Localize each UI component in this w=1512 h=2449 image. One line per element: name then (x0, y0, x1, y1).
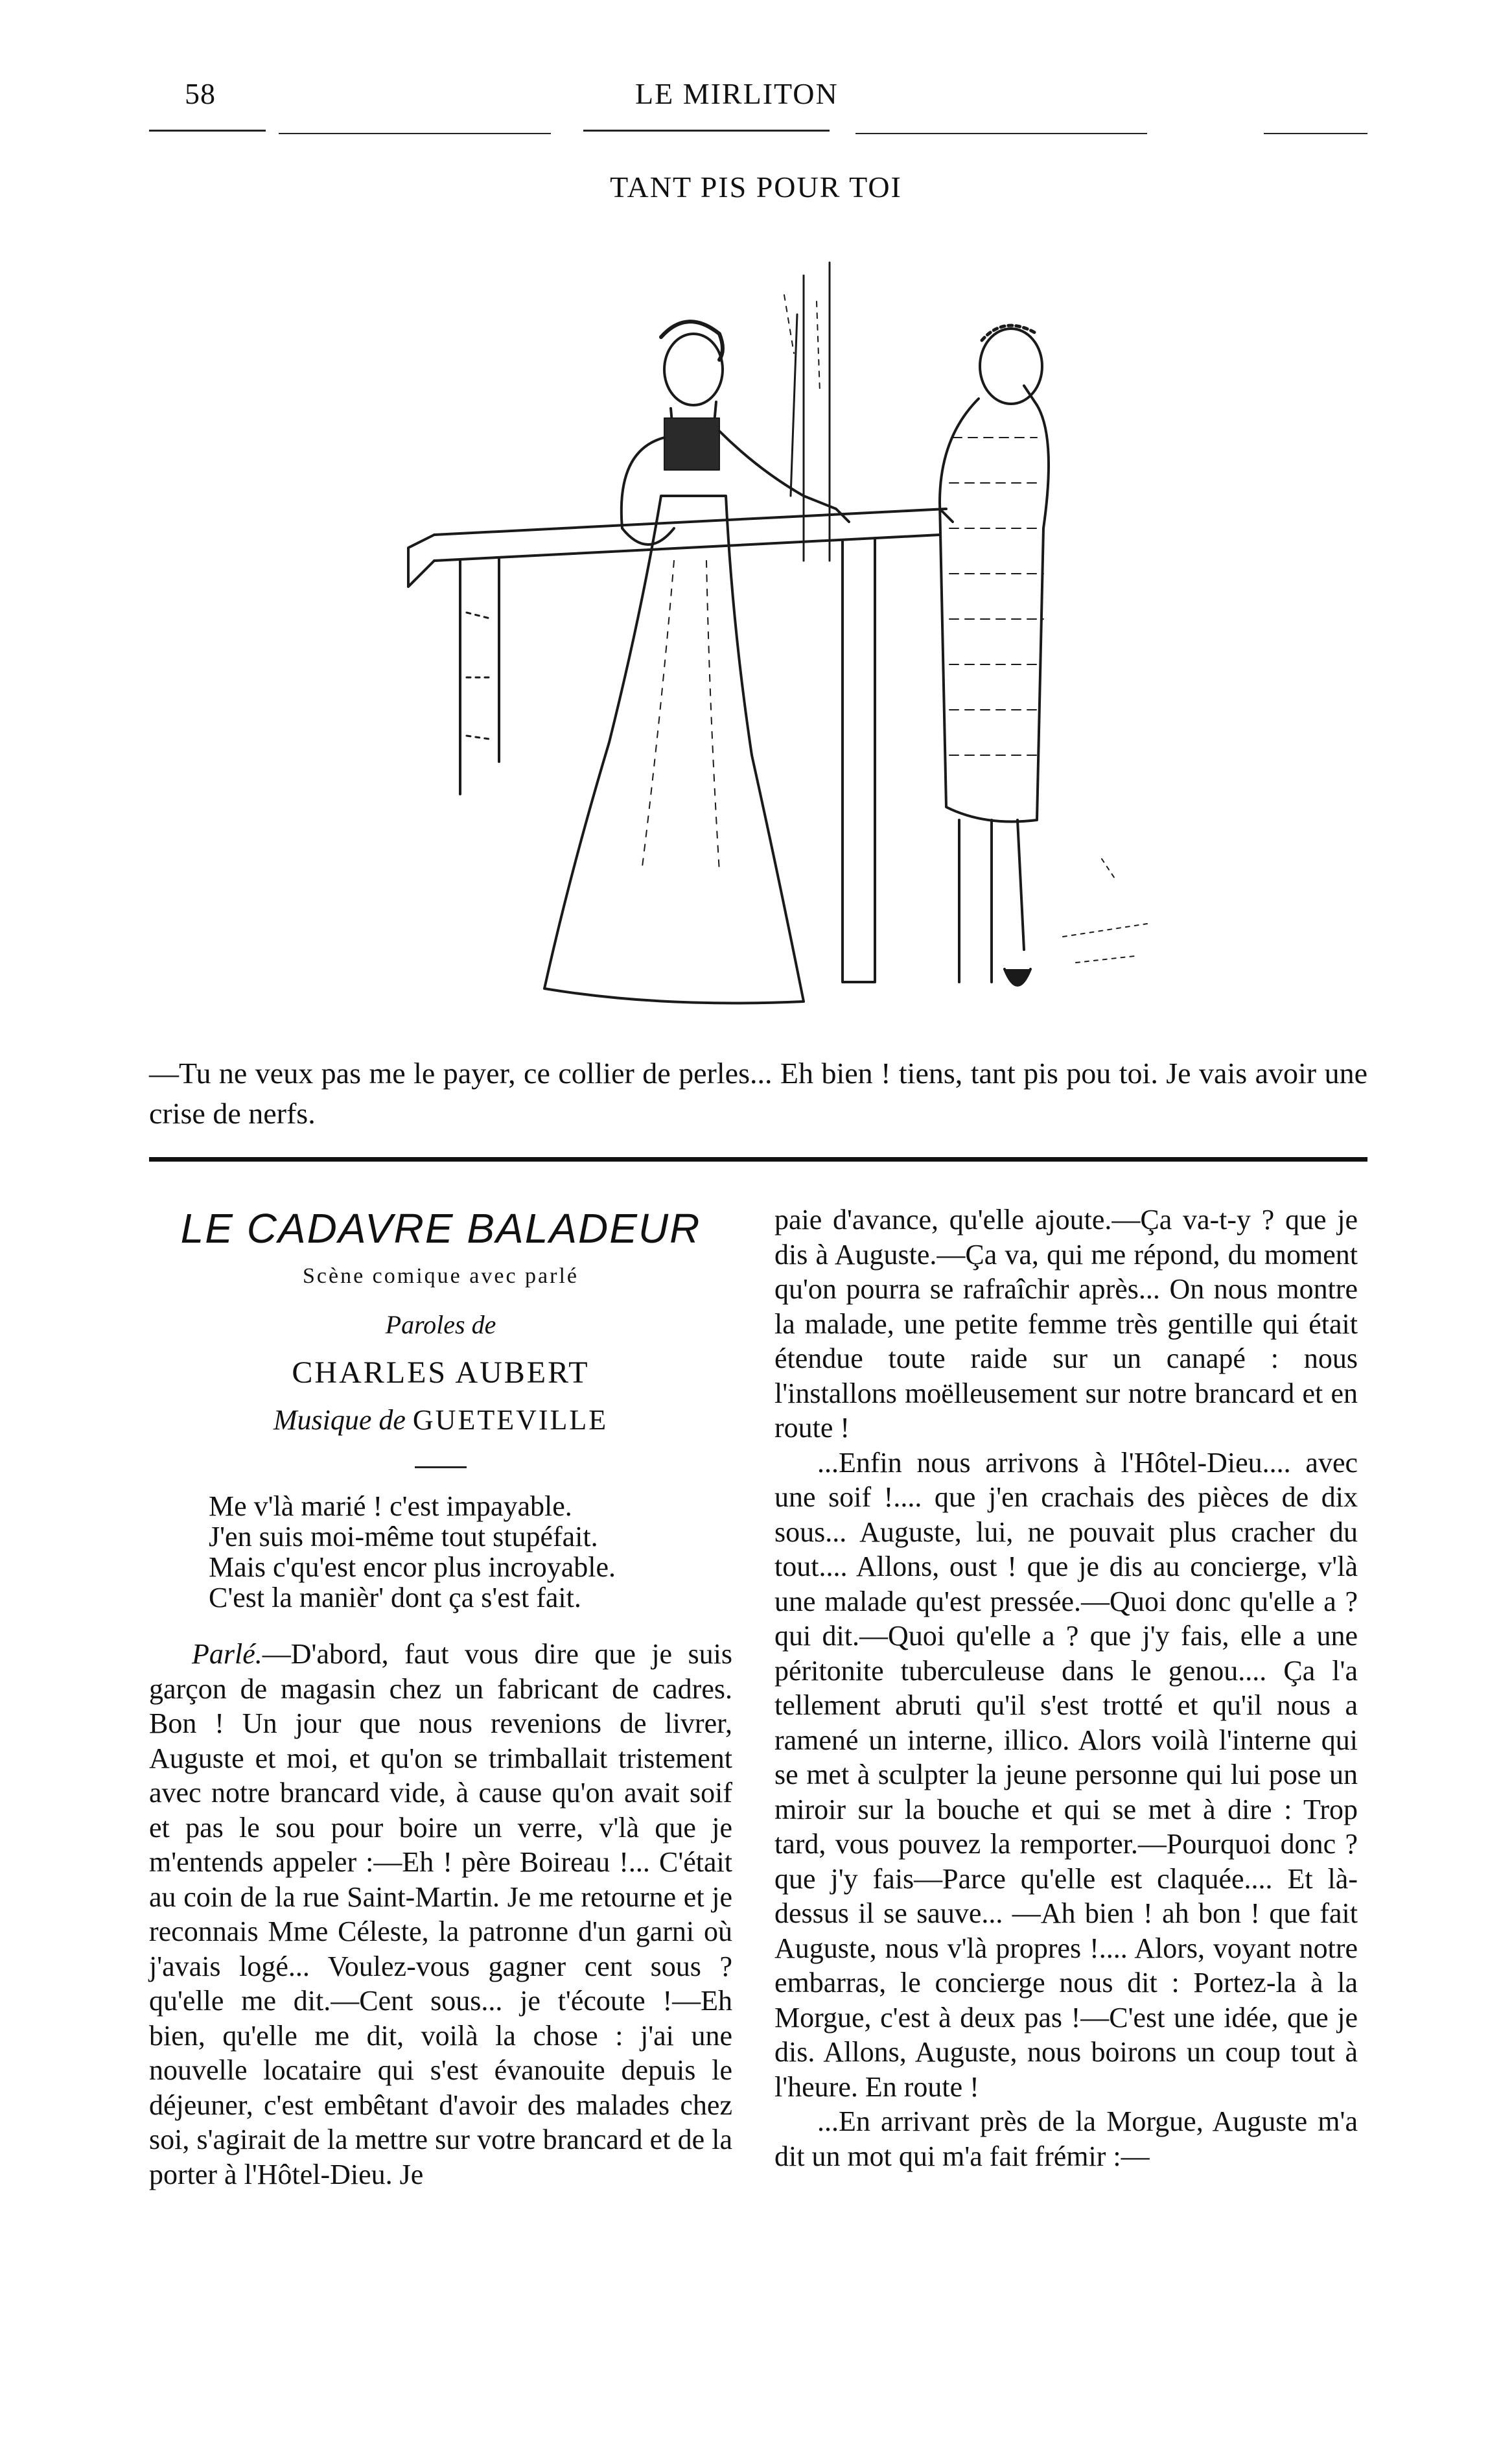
lyrics-credit-label: Paroles de (385, 1310, 496, 1339)
engraving-illustration (337, 224, 1205, 1034)
paragraph: ...En arrivant près de la Morgue, Auguste m'a dit un mot qui m'a fait frémir :— (774, 2105, 1358, 2172)
spoken-label: Parlé. (192, 1638, 262, 1670)
header-rule-right (1264, 133, 1367, 134)
paragraph: ...Enfin nous arrivons à l'Hôtel-Dieu.... avec une soif !.... que j'en crachais des pièces de dix sous... Auguste, lui, ne pouvait plus cracher du tout.... Allons, oust ! que je dis au concierge, v'là une malade qu'est pressée.—Quoi donc qu'elle a ? qui dit.—Quoi qu'elle a ? que j'y fais, elle a une péritonite tuberculeuse dans le genou.... Ça l'a tellement abruti qu'il s'est trotté et qu'il nous a ramené un interne, illico. Alors voilà l'interne qui se met à sculpter la jeune personne qui lui pose un miroir sur la bouche et qui se met à dire : Trop tard, vous pouvez la remporter.—Pourquoi donc ? que j'y fais—Parce qu'elle est claquée.... Et là-dessus il se sauve... —Ah bien ! ah bon ! que fait Auguste, nous v'là propres !.... Alors, voyant notre embarras, le concierge nous dit : Portez-la à la Morgue, c'est à deux pas !—C'est une idée, que je dis. Allons, Auguste, nous boirons un coup tout à l'heure. En route ! (774, 1446, 1358, 2103)
page-number: 58 (185, 77, 216, 110)
header-rule-left (149, 130, 266, 132)
spoken-paragraph: —D'abord, faut vous dire que je suis garçon de magasin chez un fabricant de cadres. Bon ! Un jour que nous revenions de livrer, Auguste et moi, et qu'on se trimballait tristement avec notre brancard vide, à cause qu'on avait soif et pas le sou pour boire un verre, v'là que je m'entends appeler :—Eh ! père Boireau !... C'était au coin de la rue Saint-Martin. Je me retourne et je reconnais Mme Céleste, la patronne d'un garni où j'avais logé... Voulez-vous gagner cent sous ? qu'elle me dit.—Cent sous... je t'écoute !—Eh bien, qu'elle me dit, voilà la chose : j'ai une nouvelle locataire qui s'est évanouite depuis le déjeuner, c'est embêtant d'avoir des malades chez soi, s'agirait de la mettre sur votre brancard et de la porter à l'Hôtel-Dieu. Je (149, 1638, 732, 2190)
verse-line: Mais c'qu'est encor plus incroyable. (209, 1551, 616, 1583)
spoken-text-left (149, 1637, 732, 2192)
journal-title: LE MIRLITON (635, 77, 839, 110)
music-credit-label: Musique de (273, 1404, 406, 1436)
spoken-text-right (774, 1202, 1358, 2174)
author-name: CHARLES AUBERT (292, 1355, 590, 1390)
paragraph: paie d'avance, qu'elle ajoute.—Ça va-t-y ? que je dis à Auguste.—Ça va, qui me répond, du moment qu'on pourra se rafraîchir après... On nous montre la malade, une petite femme très gentille qui était étendue toute raide sur un canapé : nous l'installons moëlleusement sur notre brancard et en route ! (774, 1204, 1358, 1444)
header-rule-mid-right (855, 133, 1147, 134)
verse-line: J'en suis moi-même tout stupéfait. (209, 1521, 598, 1553)
illustration-caption: —Tu ne veux pas me le payer, ce collier de perles... Eh bien ! tiens, tant pis pou toi. Je vais avoir une crise de nerfs. (149, 1057, 1367, 1130)
section-divider (149, 1157, 1367, 1162)
header-rule-mid-left (279, 133, 551, 134)
credit-separator (415, 1466, 467, 1468)
story-subtitle: Scène comique avec parlé (303, 1264, 579, 1288)
header-rule-center (583, 130, 830, 132)
verse-line: C'est la manièr' dont ça s'est fait. (209, 1582, 581, 1613)
story-title: LE CADAVRE BALADEUR (180, 1205, 701, 1252)
music-credit (149, 1403, 732, 1436)
illustration-title: TANT PIS POUR TOI (610, 170, 902, 204)
composer-name: GUETEVILLE (412, 1404, 609, 1436)
song-verse (209, 1491, 701, 1613)
verse-line: Me v'là marié ! c'est impayable. (209, 1490, 572, 1522)
